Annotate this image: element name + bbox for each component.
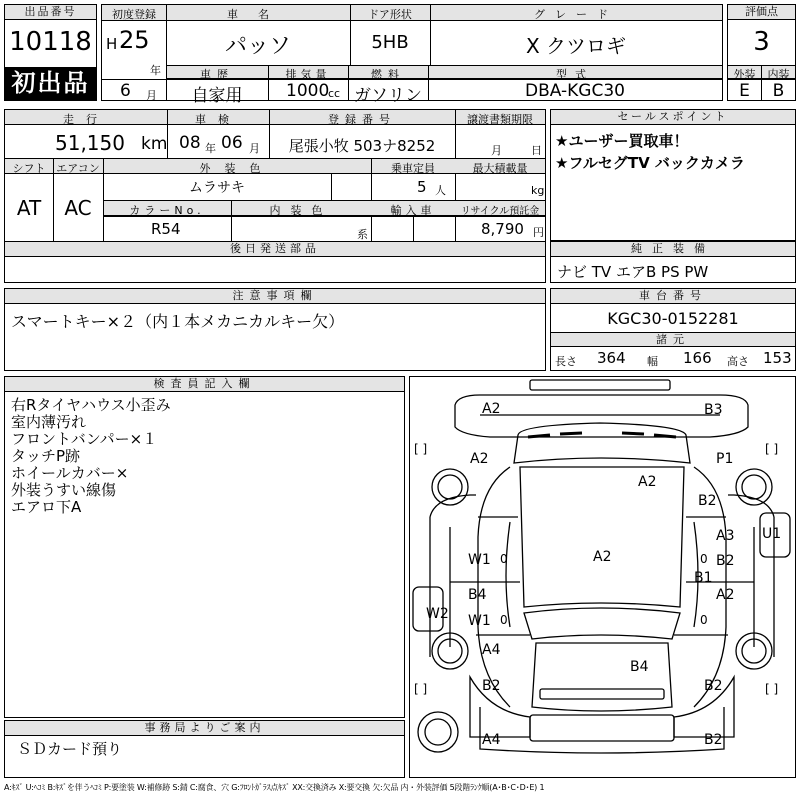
disp-value: 1000 <box>286 81 330 101</box>
recycle-value: 8,790 <box>481 220 524 238</box>
legend: A:ｷｽﾞ U:ﾍｺﾐ B:ｷｽﾞを伴うﾍｺﾐ P:要塗装 W:補修跡 S:錆 C:腐食、穴 G:ﾌﾛﾝﾄｶﾞﾗｽ点ｷｽﾞ XX:交換済み X:要交換 欠:欠品 内・外装評価 5段階ﾗﾝｸ順(A･B･C･D･E) 1 <box>4 783 545 792</box>
vehicle-info <box>4 109 546 283</box>
car-name: パッソ <box>224 34 291 59</box>
plate-value: 尾張小牧 503ナ8252 <box>288 137 436 155</box>
width-label: 幅 <box>647 355 658 368</box>
score-label: 評価点 <box>728 5 795 20</box>
damage-mark: W1 <box>468 613 491 629</box>
load-label: 最大積載量 <box>472 162 528 175</box>
transfer-label: 譲渡書類期限 <box>467 113 533 126</box>
equipment-value: ナビ TV エアB PS PW <box>557 263 709 281</box>
damage-mark: U1 <box>762 526 782 542</box>
inspect-year: 08 <box>179 133 201 153</box>
length-value: 364 <box>597 349 626 367</box>
int-label: 内装 <box>767 68 790 81</box>
recycle-unit: 円 <box>533 226 544 239</box>
first-listing-badge: 初出品 <box>5 67 96 100</box>
inspect-year-unit: 年 <box>205 142 216 155</box>
car-outline-svg <box>410 377 795 777</box>
ext-grade: E <box>739 81 750 101</box>
ac-label: エアコン <box>56 162 100 175</box>
equipment-label: 純正装備 <box>551 242 795 257</box>
mileage-unit: km <box>141 134 168 154</box>
sales-item: ★フルセグTV バックカメラ <box>555 154 745 172</box>
inspector-lines <box>11 397 171 516</box>
grade-label: グレード <box>534 8 618 21</box>
damage-mark: B1 <box>694 570 713 586</box>
damage-mark: W1 <box>468 552 491 568</box>
bracket-mark: [ ] <box>765 442 779 456</box>
damage-mark: B2 <box>698 493 717 509</box>
year-unit: 年 <box>150 64 161 77</box>
car-name-label: 車名 <box>227 8 289 21</box>
zero-mark: 0 <box>700 613 708 627</box>
damage-mark: B4 <box>630 659 649 675</box>
door-value: 5HB <box>371 32 409 53</box>
sales-label: セールスポイント <box>551 110 795 125</box>
chassis-label: 車台番号 <box>551 289 795 304</box>
mileage-label: 走行 <box>63 113 109 126</box>
notes-value: スマートキー×２（内１本メカニカルキー欠） <box>11 312 345 331</box>
inspect-month-unit: 月 <box>249 142 260 155</box>
office-label: 事務局よりご案内 <box>5 721 404 736</box>
inspect-label: 車検 <box>195 113 241 126</box>
transfer-day: 日 <box>531 144 542 157</box>
lot-label: 出品番号 <box>5 5 96 20</box>
exterior-color-label: 外装色 <box>199 162 275 175</box>
reg-year: 25 <box>119 26 150 54</box>
history-label: 車歴 <box>200 68 234 81</box>
damage-mark: A4 <box>482 732 501 748</box>
damage-mark: A2 <box>593 549 612 565</box>
score-box <box>727 4 796 101</box>
score-value: 3 <box>753 27 770 57</box>
damage-mark: B2 <box>704 732 723 748</box>
damage-mark: W2 <box>426 606 449 622</box>
shift-label: シフト <box>12 162 46 175</box>
header-main <box>101 4 723 106</box>
fuel-value: ガソリン <box>354 86 422 106</box>
notes-label: 注意事項欄 <box>5 289 545 304</box>
inspector-line: エアロ下A <box>11 498 82 516</box>
reg-label: 初度登録 <box>112 8 156 21</box>
car-diagram <box>409 376 796 778</box>
shift-value: AT <box>16 196 42 220</box>
capacity-value: 5 <box>417 178 427 196</box>
bracket-marks <box>414 442 778 696</box>
model-value: DBA-KGC30 <box>525 81 625 101</box>
color-no-label: カラーNo. <box>129 204 205 217</box>
transfer-month: 月 <box>491 144 502 157</box>
disp-unit: cc <box>328 87 341 100</box>
length-label: 長さ <box>555 355 577 368</box>
inspector-line: タッチP跡 <box>11 447 81 465</box>
equipment-box <box>550 241 796 283</box>
damage-mark: A4 <box>482 642 501 658</box>
zero-mark: 0 <box>500 552 508 566</box>
damage-mark: B3 <box>704 402 723 418</box>
ext-label: 外装 <box>733 68 756 81</box>
width-value: 166 <box>683 349 712 367</box>
office-value: ＳＤカード預り <box>17 740 123 758</box>
sales-points <box>550 109 796 241</box>
bracket-mark: [ ] <box>414 682 428 696</box>
inspector-line: 外装うすい線傷 <box>11 481 117 499</box>
capacity-unit: 人 <box>435 184 446 197</box>
grade-value: X クツロギ <box>525 34 627 58</box>
damage-mark: B2 <box>704 678 723 694</box>
notes-box <box>4 288 546 371</box>
disp-label: 排気量 <box>285 68 331 81</box>
recycle-label: リサイクル預託金 <box>460 206 540 217</box>
era: H <box>106 35 118 53</box>
inspect-month: 06 <box>221 133 243 153</box>
lot-number: 10118 <box>9 27 92 57</box>
import-label: 輸入車 <box>390 204 436 217</box>
inspector-line: フロントバンパー×１ <box>11 430 158 448</box>
inspector-line: 室内薄汚れ <box>11 413 87 431</box>
inspector-line: 右Rタイヤハウス小歪み <box>11 396 171 414</box>
reg-month: 6 <box>120 81 131 101</box>
damage-mark: B2 <box>482 678 501 694</box>
damage-mark: P1 <box>716 451 734 467</box>
damage-mark: A2 <box>470 451 489 467</box>
damage-mark: B2 <box>716 553 735 569</box>
chassis-box <box>550 288 796 371</box>
lot-box <box>4 4 97 101</box>
history-value: 自家用 <box>191 86 243 106</box>
inspector-label: 検査員記入欄 <box>5 377 404 392</box>
fuel-label: 燃料 <box>371 68 405 81</box>
damage-marks <box>426 401 781 748</box>
interior-color-label: 内装色 <box>269 204 333 217</box>
exterior-color-value: ムラサキ <box>189 180 245 196</box>
damage-mark: A2 <box>638 474 657 490</box>
color-no-value: R54 <box>151 220 181 238</box>
capacity-label: 乗車定員 <box>391 162 435 175</box>
int-grade: B <box>772 81 785 101</box>
door-label: ドア形状 <box>368 8 412 21</box>
later-parts-label: 後日発送部品 <box>5 242 545 257</box>
damage-mark: A2 <box>716 587 735 603</box>
inspector-line: ホイールカバー× <box>11 464 129 482</box>
model-label: 型式 <box>556 68 594 81</box>
office-box <box>4 720 405 778</box>
dims-label: 諸元 <box>551 333 795 347</box>
zero-mark: 0 <box>500 613 508 627</box>
height-label: 高さ <box>727 355 749 368</box>
height-value: 153 <box>763 349 792 367</box>
bracket-mark: [ ] <box>414 442 428 456</box>
damage-mark: A2 <box>482 401 501 417</box>
load-unit: kg <box>531 184 545 197</box>
month-unit: 月 <box>146 89 157 102</box>
bracket-mark: [ ] <box>765 682 779 696</box>
inspector-box <box>4 376 405 718</box>
damage-mark: A3 <box>716 528 735 544</box>
plate-label: 登録番号 <box>328 113 396 126</box>
zero-mark: 0 <box>700 552 708 566</box>
mileage-value: 51,150 <box>55 131 125 155</box>
chassis-value: KGC30-0152281 <box>607 309 739 328</box>
ac-value: AC <box>64 196 92 220</box>
damage-mark: B4 <box>468 587 487 603</box>
sales-item: ★ユーザー買取車！ <box>555 132 689 150</box>
interior-color-unit: 系 <box>357 228 368 241</box>
